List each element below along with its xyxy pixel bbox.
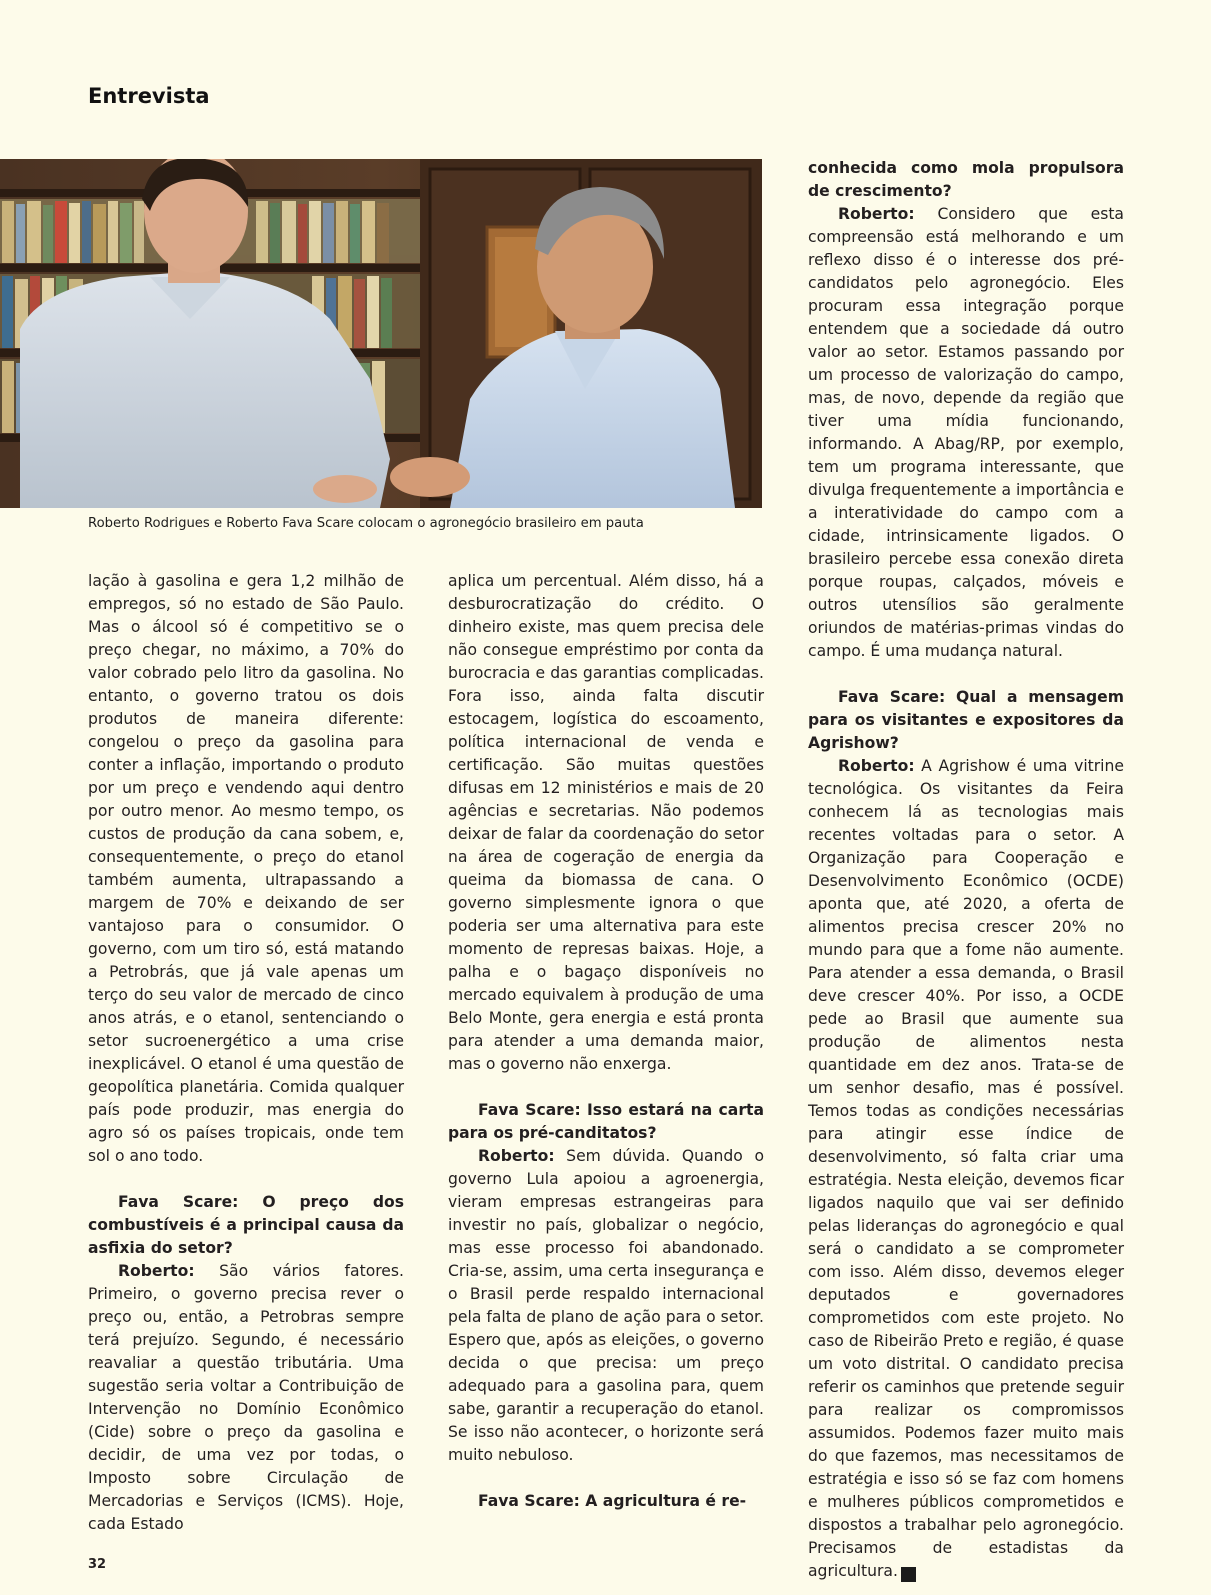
speaker-label: Roberto: xyxy=(478,1147,555,1165)
interview-question: Fava Scare: Qual a mensagem para os visitantes e expositores da Agrishow? xyxy=(808,688,1124,752)
section-title: Entrevista xyxy=(88,84,210,108)
interview-question-start: Fava Scare: A agricultura é re- xyxy=(478,1492,747,1510)
interview-question-end: conhecida como mola propulsora de crescimento? xyxy=(808,159,1124,200)
answer-text: A Agrishow é uma vitrine tecnológica. Os visitantes da Feira conhecem lá as tecnologias mais recentes voltadas para o setor. A Organização para Cooperação e Desenvolvimento Econômico (OCDE) aponta que, até 2020, a oferta de alimentos precisa crescer 20% no mundo para que a fome não aumente. Para atender a essa demanda, o Brasil deve crescer 40%. Por isso, a OCDE pede ao Brasil que aumente sua produção de alimentos nesta quantidade em dez anos. Trata-se de um senhor desafio, mas é possível. Temos todas as condições necessárias para atingir esse índice de desenvolvimento, só falta criar uma estratégia. Nesta eleição, devemos ficar ligados naquilo que vai ser definido pelas lideranças do agronegócio e qual será o candidato a se comprometer com isso. Além disso, devemos eleger deputados e governadores comprometidos com este projeto. No caso de Ribeirão Preto e região, é quase um voto distrital. O candidato precisa referir os caminhos que pretende seguir para realizar os compromissos assumidos. Podemos fazer muito mais do que fazemos, mas necessitamos de estratégia e isso só se faz com homens e mulheres públicos comprometidos e dispostos a trabalhar pelo agronegócio. Precisamos de estadistas da agricultura. xyxy=(808,757,1124,1580)
speaker-label: Roberto: xyxy=(118,1262,195,1280)
answer-text: Sem dúvida. Quando o governo Lula apoiou a agroenergia, vieram empresas estrangeiras para investir no país, globalizar o negócio, mas esse processo foi abandonado. Cria-se, assim, uma certa insegurança e o Brasil perde respaldo internacional pela falta de plano de ação para o setor. Espero que, após as eleições, o governo decida o que precisa: um preço adequado para a gasolina para, quem sabe, garantir a recuperação do etanol. Se isso não acontecer, o horizonte será muito nebuloso. xyxy=(448,1147,764,1464)
article-column-3 xyxy=(808,157,1124,1583)
interview-answer xyxy=(448,1145,764,1467)
article-column-2 xyxy=(448,570,764,1513)
speaker-label: Roberto: xyxy=(838,205,915,223)
page-number: 32 xyxy=(88,1557,107,1572)
paragraph: lação à gasolina e gera 1,2 milhão de empregos, só no estado de São Paulo. Mas o álcool só é competitivo se o preço chegar, no máximo, a 70% do valor cobrado pelo litro da gasolina. No entanto, o governo tratou os dois produtos de maneira diferente: congelou o preço da gasolina para conter a inflação, importando o produto por um preço e vendendo aqui dentro por outro menor. Ao mesmo tempo, os custos de produção da cana sobem, e, consequentemente, o preço do etanol também aumenta, ultrapassando a margem de 70% e deixando de ser vantajoso para o consumidor. O governo, com um tiro só, está matando a Petrobrás, que já vale apenas um terço do seu valor de mercado de cinco anos atrás, e o etanol, sentenciando o setor sucroenergético a uma crise inexplicável. O etanol é uma questão de geopolítica planetária. Comida qualquer país pode produzir, mas energia do agro só os países tropicais, onde tem sol o ano todo. xyxy=(88,572,404,1165)
paragraph: aplica um percentual. Além disso, há a desburocratização do crédito. O dinheiro existe, mas quem precisa dele não consegue empréstimo por conta da burocracia e das garantias complicadas. Fora isso, ainda falta discutir estocagem, logística do escoamento, política internacional de venda e certificação. São muitas questões difusas em 12 ministérios e mais de 20 agências e secretarias. Não podemos deixar de falar da coordenação do setor na área de cogeração de energia da queima da biomassa de cana. O governo simplesmente ignora o que poderia ser uma alternativa para este momento de represas baixas. Hoje, a palha e o bagaço disponíveis no mercado equivalem à produção de uma Belo Monte, gera energia e está pronta para atender a uma demanda maior, mas o governo não enxerga. xyxy=(448,572,764,1073)
interview-question: Fava Scare: Isso estará na carta para os pré-canditatos? xyxy=(448,1101,764,1142)
interview-photo xyxy=(0,159,762,508)
interview-answer xyxy=(808,203,1124,663)
speaker-label: Roberto: xyxy=(838,757,915,775)
interview-answer xyxy=(88,1260,404,1536)
answer-text: Considero que esta compreensão está melhorando e um reflexo disso é o interesse dos pré-candidatos pelo agronegócio. Eles procuram essa integração porque entendem que a sociedade dá outro valor ao setor. Estamos passando por um processo de valorização do campo, mas, de novo, depende da região que tiver uma mídia funcionando, informando. A Abag/RP, por exemplo, tem um programa interessante, que divulga frequentemente a importância e a interatividade do campo com a cidade, intrinsicamente ligados. O brasileiro percebe essa conexão direta porque roupas, calçados, móveis e outros utensílios são geralmente oriundos de matérias-primas vindas do campo. É uma mudança natural. xyxy=(808,205,1124,660)
answer-text: São vários fatores. Primeiro, o governo precisa rever o preço ou, então, a Petrobras sempre terá prejuízo. Segundo, é necessário reavaliar a questão tributária. Uma sugestão seria voltar a Contribuição de Intervenção no Domínio Econômico (Cide) sobre o preço da gasolina e decidir, de uma vez por todas, o Imposto sobre Circulação de Mercadorias e Serviços (ICMS). Hoje, cada Estado xyxy=(88,1262,404,1533)
article-column-1 xyxy=(88,570,404,1536)
interview-photo-illustration xyxy=(0,159,762,508)
photo-caption: Roberto Rodrigues e Roberto Fava Scare colocam o agronegócio brasileiro em pauta xyxy=(88,516,644,531)
interview-question: Fava Scare: O preço dos combustíveis é a principal causa da asfixia do setor? xyxy=(88,1193,404,1257)
end-mark-icon: r xyxy=(901,1567,916,1582)
interview-answer xyxy=(808,755,1124,1583)
